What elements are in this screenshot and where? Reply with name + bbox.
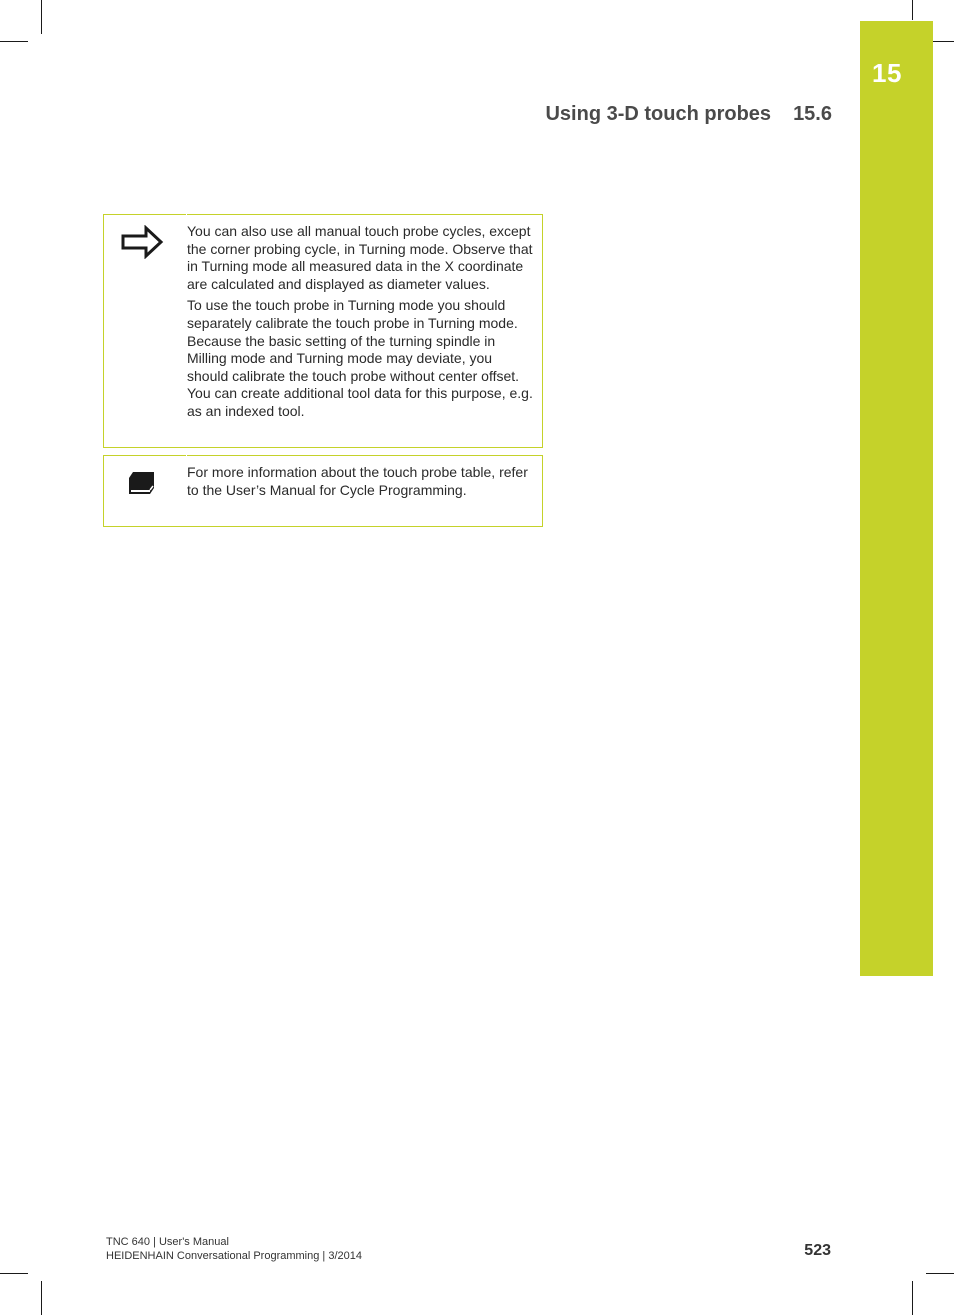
note-icon-cell — [104, 456, 186, 526]
note-box-reference — [103, 455, 543, 527]
crop-mark — [0, 1273, 28, 1274]
footer-line-publisher: HEIDENHAIN Conversational Programming | 3/2014 — [106, 1250, 362, 1262]
arrow-right-icon — [120, 225, 166, 259]
note-box-tip — [103, 214, 543, 448]
crop-mark — [41, 0, 42, 34]
footer-line-manual: TNC 640 | User's Manual — [106, 1236, 229, 1248]
page-number: 523 — [804, 1242, 831, 1259]
note-icon-cell — [104, 215, 186, 447]
note-text — [187, 223, 537, 425]
crop-mark — [926, 1273, 954, 1274]
note-paragraph: For more information about the touch probe table, refer to the User’s Manual for Cycle Programming. — [187, 464, 528, 498]
chapter-number: 15 — [872, 58, 902, 88]
footer — [106, 1235, 362, 1263]
crop-mark — [912, 1281, 913, 1315]
header-title: Using 3-D touch probes — [545, 103, 772, 125]
header-section-number: 15.6 — [793, 103, 832, 125]
crop-mark — [912, 0, 913, 20]
chapter-tab — [860, 21, 933, 976]
note-paragraph: To use the touch probe in Turning mode you should separately calibrate the touch probe in Turning mode. Because the basic setting of the turning spindle in Milling mode and Turning mode may deviate, you should calibrate the touch probe without center offset. You can create additional tool data for this purpose, e.g. as an indexed tool. — [187, 297, 533, 419]
running-header — [545, 103, 832, 126]
book-icon — [126, 470, 156, 496]
note-paragraph: You can also use all manual touch probe cycles, except the corner probing cycle, in Turning mode. Observe that in Turning mode all measured data in the X coordinate are calculated and displayed as diameter values. — [187, 223, 533, 292]
note-text — [187, 464, 537, 503]
crop-mark — [41, 1281, 42, 1315]
crop-mark — [0, 41, 28, 42]
